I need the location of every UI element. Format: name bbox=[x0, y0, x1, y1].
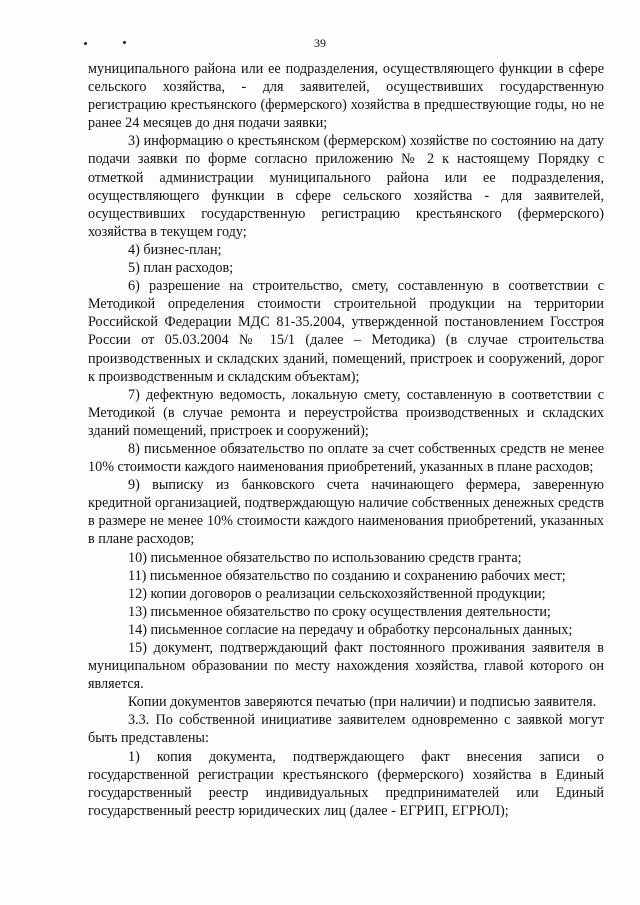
paragraph-continuation: муниципального района или ее подразделения, осуществляющего функции в сфере сельского хозяйства, - для заявителей, осуществивших государственную регистрацию крестьянского (фермерского) хозяйства в предшествующие годы, но не ранее 24 месяцев до дня подачи заявки; bbox=[88, 61, 604, 132]
paragraph-item-11: 11) письменное обязательство по созданию и сохранению рабочих мест; bbox=[128, 567, 566, 584]
paragraph-item-5: 5) план расходов; bbox=[128, 260, 234, 277]
paragraph-section-3-3: 3.3. По собственной инициативе заявителем одновременно с заявкой могут быть представлены: bbox=[88, 712, 604, 747]
paragraph-item-9: 9) выписку из банковского счета начинающего фермера, заверенную кредитной организацией, подтверждающую наличие собственных денежных средств в размере не менее 10% стоимости каждого наименования приобретений, указанных в плане расходов; bbox=[88, 477, 604, 548]
paragraph-item-15: 15) документ, подтверждающий факт постоянного проживания заявителя в муниципальном образовании по месту нахождения хозяйства, главой которого он является. bbox=[88, 640, 604, 693]
paragraph-item-4: 4) бизнес-план; bbox=[128, 241, 222, 258]
paragraph-item-12: 12) копии договоров о реализации сельскохозяйственной продукции; bbox=[128, 585, 546, 602]
paragraph-item-7: 7) дефектную ведомость, локальную смету, составленную в соответствии с Методикой (в случае ремонта и переустройства производственных и складских зданий помещений, пристроек и сооружений); bbox=[88, 386, 604, 439]
page-number: 39 bbox=[314, 36, 326, 50]
paragraph-item-13: 13) письменное обязательство по сроку осуществления деятельности; bbox=[128, 603, 551, 620]
paragraph-item-6: 6) разрешение на строительство, смету, составленную в соответствии с Методикой определения стоимости строительной продукции на территории Российской Федерации МДС 81-35.2004, утвержденной постановлением Госстроя России от 05.03.2004 № 15/1 (далее – Методика) (в случае строительства производственных и складских зданий, помещений, пристроек и сооружений, дорог к производственным и складским объектам); bbox=[88, 278, 604, 385]
paragraph-item-10: 10) письменное обязательство по использованию средств гранта; bbox=[128, 549, 522, 566]
document-body bbox=[88, 60, 604, 820]
paragraph-optional-item-1: 1) копия документа, подтверждающего факт внесения записи о государственной регистрации крестьянского (фермерского) хозяйства в Единый государственный реестр индивидуальных предпринимателей или Единый государственный реестр юридических лиц (далее - ЕГРИП, ЕГРЮЛ); bbox=[88, 748, 604, 819]
paragraph-item-8: 8) письменное обязательство по оплате за счет собственных средств не менее 10% стоимости каждого наименования приобретений, указанных в плане расходов; bbox=[88, 440, 604, 476]
paragraph-item-14: 14) письменное согласие на передачу и обработку персональных данных; bbox=[128, 621, 573, 638]
paragraph-copies-note: Копии документов заверяются печатью (при наличии) и подписью заявителя. bbox=[128, 694, 597, 711]
paragraph-item-3: 3) информацию о крестьянском (фермерском) хозяйстве по состоянию на дату подачи заявки по форме согласно приложению № 2 к настоящему Порядку с отметкой администрации муниципального района или ее подразделения, осуществляющего функции в сфере сельского хозяйства - для заявителей, осуществивших государственную регистрацию крестьянского (фермерского) хозяйства в текущем году; bbox=[88, 133, 604, 240]
